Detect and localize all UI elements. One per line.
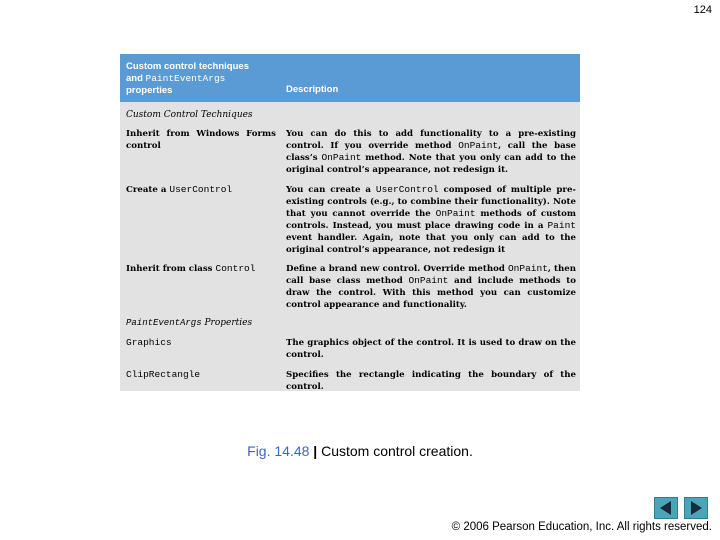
header-col1-code: PaintEventArgs [145, 73, 226, 84]
caption-separator: | [309, 443, 322, 459]
figure-caption [0, 443, 720, 459]
caption-text: Custom control creation. [321, 443, 473, 459]
row-term: Inherit from Windows Forms control [126, 129, 276, 151]
caption-fig-number: Fig. 14.48 [247, 443, 310, 459]
section-title-properties: PaintEventArgs Properties [126, 318, 253, 328]
triangle-right-icon [688, 500, 704, 516]
row-description: The graphics object of the control. It is used to draw on the control. [286, 338, 576, 360]
row-description: You can create a UserControl composed of multiple pre-existing controls (e.g., to combine their functionality). Note that you cannot override the OnPaint methods of custom controls. Instead, you must place drawing code in a Paint event handler. Again, note that you only can add to the original control’s appearance, not redesign it [286, 184, 576, 255]
copyright-footer: © 2006 Pearson Education, Inc. All rights reserved. [451, 521, 712, 533]
row-term: ClipRectangle [126, 369, 201, 380]
header-col1 [126, 61, 276, 97]
row-term: Graphics [126, 337, 172, 348]
row-description: You can do this to add functionality to a pre-existing control. If you override method OnPaint, call the base class’s OnPaint method. Note that you only can add to the original control’s appearance, not redesign it. [286, 129, 576, 175]
table-header [120, 54, 580, 102]
row-term: Inherit from class Control [126, 263, 256, 274]
header-col1-line1: Custom control techniques [126, 61, 249, 72]
triangle-left-icon [658, 500, 674, 516]
header-col1-line3: properties [126, 85, 173, 96]
previous-slide-button[interactable] [654, 497, 678, 519]
row-description: Specifies the rectangle indicating the boundary of the control. [286, 370, 576, 392]
header-col1-line2 [126, 73, 276, 85]
next-slide-button[interactable] [684, 497, 708, 519]
row-description: Define a brand new control. Override method OnPaint, then call base class method OnPaint and include methods to draw the control. With this method you can customize control appearance and functionality. [286, 263, 576, 310]
header-col2: Description [286, 84, 339, 95]
section-title-techniques: Custom Control Techniques [126, 110, 253, 120]
header-col1-and: and [126, 73, 146, 84]
custom-control-table [120, 54, 580, 391]
row-term: Create a UserControl [126, 184, 233, 195]
page-number: 124 [693, 4, 712, 16]
